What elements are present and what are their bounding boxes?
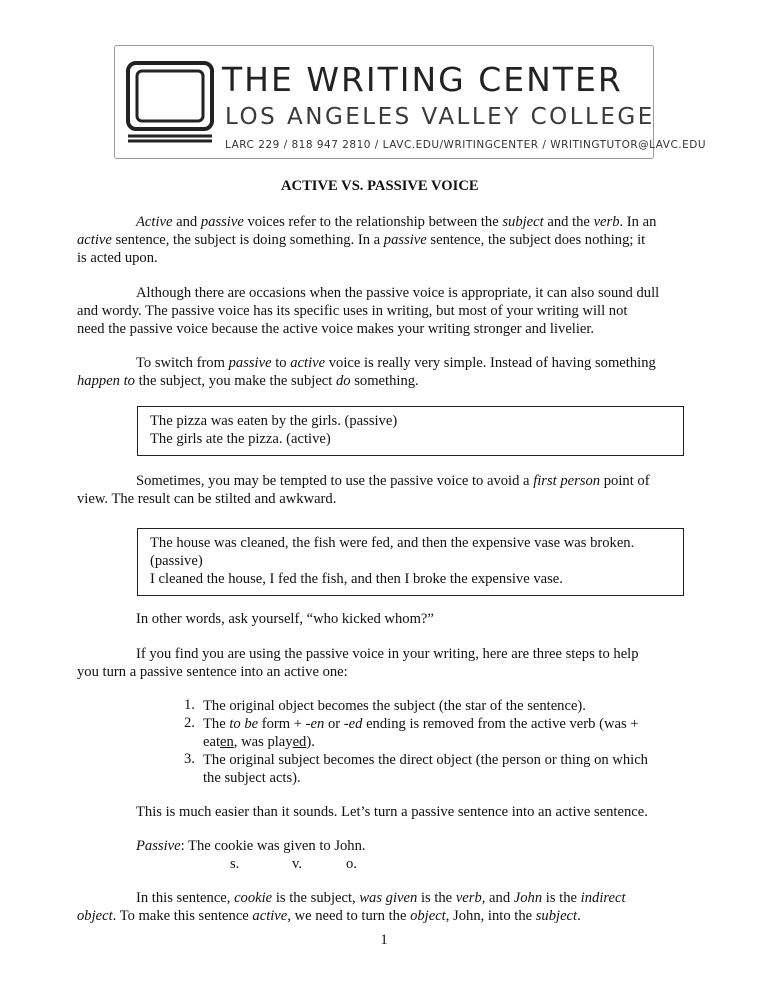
paragraph-7: This is much easier than it sounds. Let’s turn a passive sentence into an active sentence.: [136, 804, 648, 820]
paragraph-4-line-2: view. The result can be stilted and awkward.: [77, 491, 337, 507]
page-title: ACTIVE VS. PASSIVE VOICE: [281, 178, 479, 194]
paragraph-6-line-2: you turn a passive sentence into an active one:: [77, 664, 348, 680]
paragraph-1-line-3: is acted upon.: [77, 250, 158, 266]
object-marker: o.: [346, 856, 357, 872]
writing-center-banner: [114, 45, 707, 159]
page-number: 1: [380, 932, 388, 948]
paragraph-3-line-2: happen to the subject, you make the subject do something.: [77, 373, 419, 389]
list-item-3-line-1: The original subject becomes the direct object (the person or thing on which: [203, 752, 648, 768]
list-item-1: The original object becomes the subject (the star of the sentence).: [203, 698, 586, 714]
paragraph-2-line-3: need the passive voice because the active voice makes your writing stronger and livelier.: [77, 321, 595, 337]
paragraph-2-line-2: and wordy. The passive voice has its specific uses in writing, but most of your writing will not: [77, 303, 628, 319]
banner-subtitle: LOS ANGELES VALLEY COLLEGE: [225, 104, 655, 130]
passive-example: Passive: The cookie was given to John.: [136, 838, 366, 854]
paragraph-6-line-1: If you find you are using the passive voice in your writing, here are three steps to help: [136, 646, 639, 662]
paragraph-1-line-2: active sentence, the subject is doing something. In a passive sentence, the subject does nothing; it: [77, 232, 646, 248]
example-passive-tag: (passive): [150, 553, 203, 569]
subject-marker: s.: [230, 856, 240, 872]
list-item-2-line-2: eaten, was played).: [203, 734, 315, 750]
example-passive-sentence: The house was cleaned, the fish were fed, and then the expensive vase was broken.: [150, 535, 635, 551]
list-item-3-line-2: the subject acts).: [203, 770, 301, 786]
paragraph-5: In other words, ask yourself, “who kicked whom?”: [136, 611, 434, 627]
list-number-3: 3.: [184, 751, 195, 767]
paragraph-4-line-1: Sometimes, you may be tempted to use the passive voice to avoid a first person point of: [136, 473, 650, 489]
verb-marker: v.: [292, 856, 302, 872]
list-number-2: 2.: [184, 715, 195, 731]
paragraph-3-line-1: To switch from passive to active voice is really very simple. Instead of having something: [136, 355, 656, 371]
computer-monitor-icon: [125, 60, 215, 144]
paragraph-2-line-1: Although there are occasions when the passive voice is appropriate, it can also sound dull: [136, 285, 660, 301]
list-item-2-line-1: The to be form + -en or -ed ending is removed from the active verb (was +: [203, 716, 639, 732]
example-active-sentence: I cleaned the house, I fed the fish, and then I broke the expensive vase.: [150, 571, 563, 587]
example-active-sentence: The girls ate the pizza. (active): [150, 431, 331, 447]
example-box-house: [137, 528, 684, 596]
banner-contact: LARC 229 / 818 947 2810 / LAVC.EDU/WRITINGCENTER / WRITINGTUTOR@LAVC.EDU: [225, 139, 707, 151]
paragraph-1-line-1: Active and passive voices refer to the relationship between the subject and the verb. In an: [136, 214, 657, 230]
banner-title: THE WRITING CENTER: [222, 60, 623, 99]
list-number-1: 1.: [184, 697, 195, 713]
example-passive-sentence: The pizza was eaten by the girls. (passive): [150, 413, 398, 429]
example-box-pizza: [137, 406, 684, 456]
paragraph-8-line-1: In this sentence, cookie is the subject, was given is the verb, and John is the indirect: [136, 890, 626, 906]
paragraph-8-line-2: object. To make this sentence active, we need to turn the object, John, into the subject.: [77, 908, 581, 924]
